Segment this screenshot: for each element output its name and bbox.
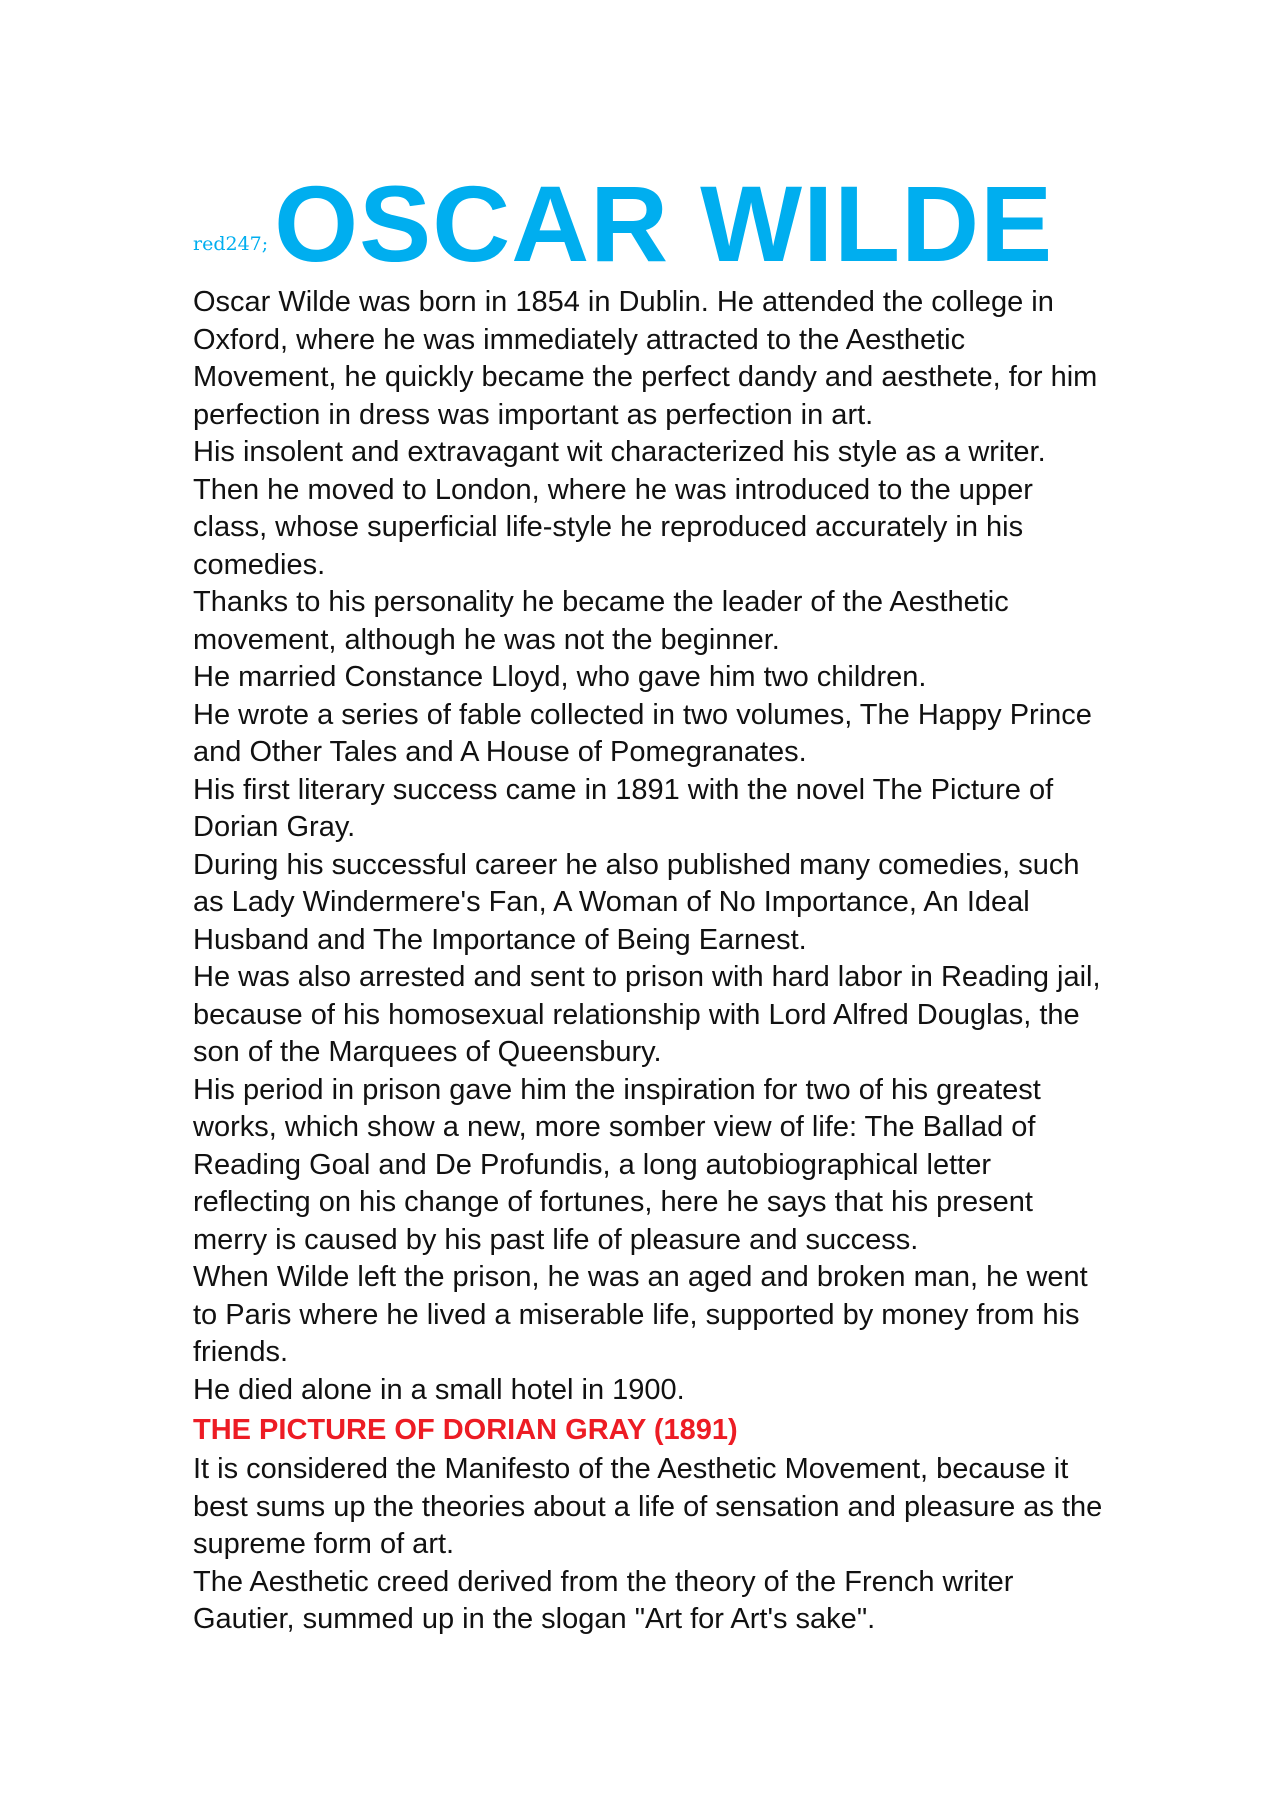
document-body bbox=[193, 284, 1113, 1639]
biography-paragraph-8: He was also arrested and sent to prison with hard labor in Reading jail, because of his homosexual relationship with Lord Alfred Douglas, the son of the Marquees of Queensbury. bbox=[193, 961, 1101, 1068]
section-paragraph-2: The Aesthetic creed derived from the theory of the French writer Gautier, summed up in the slogan "Art for Art's sake". bbox=[193, 1565, 1014, 1635]
biography-paragraph-11: He died alone in a small hotel in 1900. bbox=[193, 1373, 685, 1406]
biography-paragraph-10: When Wilde left the prison, he was an aged and broken man, he went to Paris where he lived a miserable life, supported by money from his friends. bbox=[193, 1261, 1088, 1368]
stray-code-text: red247; bbox=[193, 233, 269, 255]
page-title: OSCAR WILDE bbox=[274, 163, 1054, 284]
biography-paragraph-5: He wrote a series of fable collected in two volumes, The Happy Prince and Other Tales and A House of Pomegranates. bbox=[193, 698, 1092, 768]
section-heading: THE PICTURE OF DORIAN GRAY (1891) bbox=[193, 1414, 738, 1446]
biography-paragraph-7: During his successful career he also published many comedies, such as Lady Windermere's Fan, A Woman of No Importance, An Ideal Husband and The Importance of Being Earnest. bbox=[193, 848, 1080, 956]
title-line bbox=[193, 158, 1054, 284]
biography-paragraph-9: His period in prison gave him the inspiration for two of his greatest works, which show a new, more somber view of life: The Ballad of Reading Goal and De Profundis, a long autobiographical letter reflecting on his change of fortunes, here he says that his present merry is caused by his past life of pleasure and success. bbox=[193, 1073, 1041, 1256]
biography-paragraph-6: His first literary success came in 1891 with the novel The Picture of Dorian Gray. bbox=[193, 773, 1054, 843]
biography-paragraph-3: Thanks to his personality he became the leader of the Aesthetic movement, although he was not the beginner. bbox=[193, 586, 1009, 656]
biography-paragraph-1: Oscar Wilde was born in 1854 in Dublin. He attended the college in Oxford, where he was immediately attracted to the Aesthetic Movement, he quickly became the perfect dandy and aesthete, for him perfection in dress was important as perfection in art. bbox=[193, 286, 1098, 431]
section-paragraph-1: It is considered the Manifesto of the Aesthetic Movement, because it best sums up the theories about a life of sensation and pleasure as the supreme form of art. bbox=[193, 1453, 1103, 1560]
biography-paragraph-4: He married Constance Lloyd, who gave him two children. bbox=[193, 661, 927, 693]
biography-paragraph-2: His insolent and extravagant wit characterized his style as a writer. Then he moved to London, where he was introduced to the upper class, whose superficial life-style he reproduced accurately in his comedies. bbox=[193, 436, 1046, 581]
